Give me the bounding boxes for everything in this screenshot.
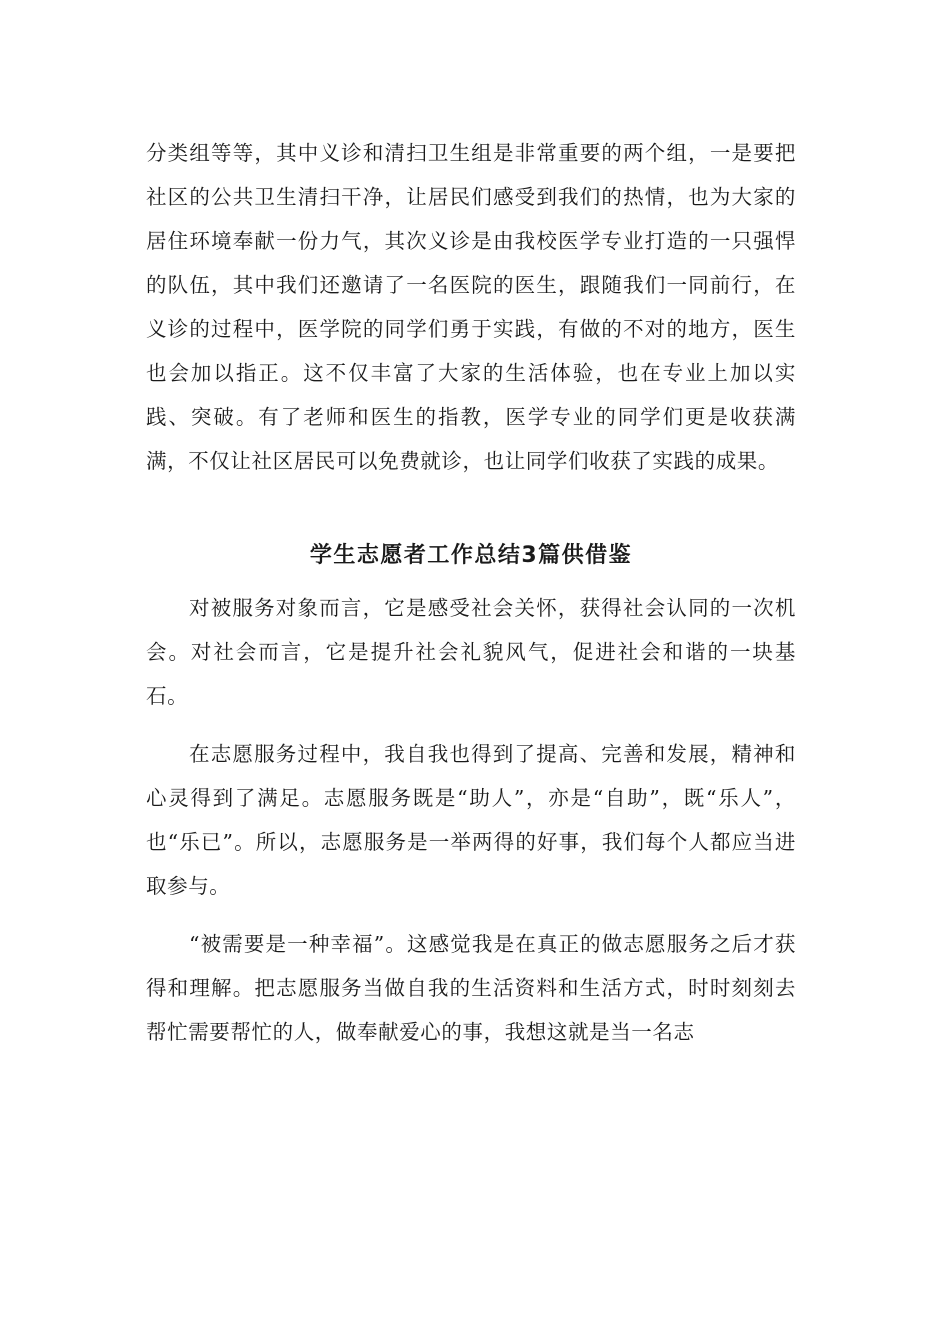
continuation-paragraph: 分类组等等，其中义诊和清扫卫生组是非常重要的两个组，一是要把社区的公共卫生清扫干净，让居民们感受到我们的热情，也为大家的居住环境奉献一份力气，其次义诊是由我校医学专业打造的一只强悍的队伍，其中我们还邀请了一名医院的医生，跟随我们一同前行，在义诊的过程中，医学院的同学们勇于实践，有做的不对的地方，医生也会加以指正。这不仅丰富了大家的生活体验，也在专业上加以实践、突破。有了老师和医生的指教，医学专业的同学们更是收获满满，不仅让社区居民可以免费就诊，也让同学们收获了实践的成果。 [146, 141, 796, 473]
section-spacer [146, 483, 796, 526]
body-paragraph: “被需要是一种幸福”。这感觉我是在真正的做志愿服务之后才获得和理解。把志愿服务当做自我的生活资料和生活方式，时时刻刻去帮忙需要帮忙的人，做奉献爱心的事，我想这就是当一名志 [146, 932, 796, 1044]
section-title: 学生志愿者工作总结3篇供借鉴 [309, 543, 633, 568]
body-paragraph: 在志愿服务过程中，我自我也得到了提高、完善和发展，精神和心灵得到了满足。志愿服务既是“助人”，亦是“自助”，既“乐人”，也“乐已”。所以，志愿服务是一举两得的好事，我们每个人都应当进取参与。 [146, 742, 796, 898]
document-body [146, 131, 796, 1054]
body-paragraph: 对被服务对象而言，它是感受社会关怀，获得社会认同的一次机会。对社会而言，它是提升社会礼貌风气，促进社会和谐的一块基石。 [146, 596, 796, 708]
paragraph-spacer [146, 908, 796, 922]
paragraph-spacer [146, 718, 796, 732]
